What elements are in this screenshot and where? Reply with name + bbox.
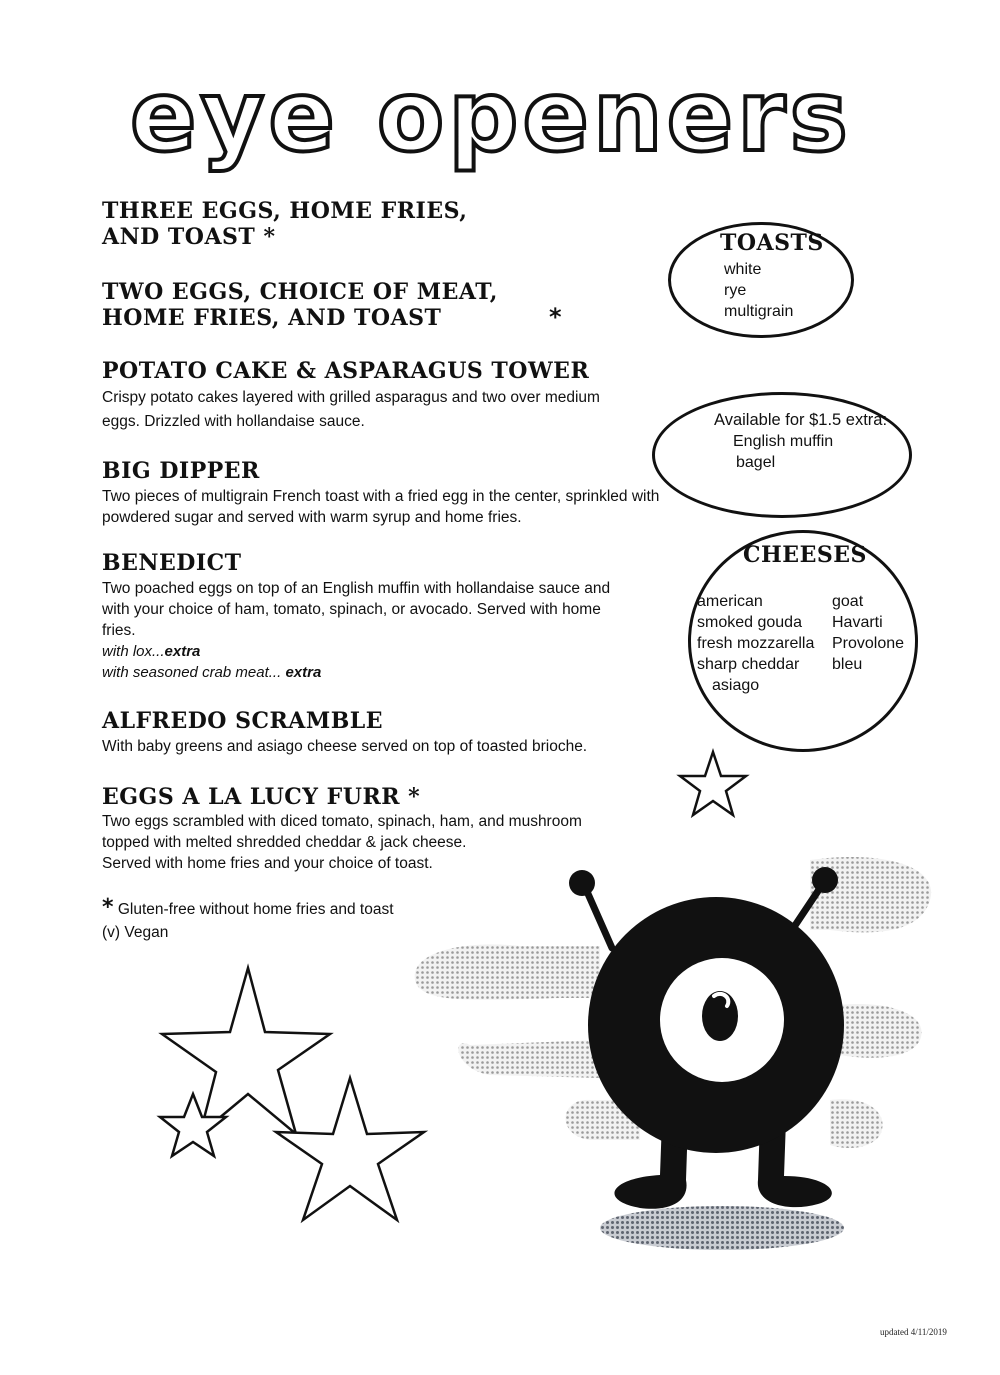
cheese-option: goat bbox=[832, 593, 864, 610]
cheese-option: sharp cheddar bbox=[697, 656, 800, 673]
item-name-three-eggs: THREE EGGS, HOME FRIES, AND TOAST * bbox=[102, 198, 468, 250]
item-name-lucy-furr: EGGS A LA LUCY FURR * bbox=[102, 784, 421, 810]
alien-mascot-icon bbox=[569, 867, 844, 1209]
toast-option: multigrain bbox=[724, 303, 794, 320]
star-icon bbox=[680, 752, 746, 815]
gluten-free-asterisk: * bbox=[549, 303, 562, 331]
item-desc-alfredo-scramble: With baby greens and asiago cheese served on top of toasted brioche. bbox=[102, 738, 588, 755]
page-title: eye openers bbox=[130, 60, 852, 174]
alien-shadow bbox=[600, 1206, 844, 1250]
item-desc-big-dipper: Two pieces of multigrain French toast with a fried egg in the center, sprinkled with powdered sugar and served with warm syrup and home fries. bbox=[102, 488, 660, 526]
extra-label-lox: with lox... bbox=[102, 643, 165, 660]
cheese-option: Provolone bbox=[832, 635, 905, 652]
cheese-option: smoked gouda bbox=[697, 614, 802, 631]
item-name-two-eggs: TWO EGGS, CHOICE OF MEAT, HOME FRIES, AND TOAST bbox=[102, 279, 498, 331]
item-name-benedict: BENEDICT bbox=[102, 550, 242, 576]
cheese-option: american bbox=[697, 593, 763, 610]
updated-date: updated 4/11/2019 bbox=[880, 1327, 947, 1337]
item-name-alfredo-scramble: ALFREDO SCRAMBLE bbox=[102, 708, 384, 734]
legend-asterisk: * bbox=[102, 895, 114, 920]
extra-price-lox: extra bbox=[164, 643, 201, 660]
toasts-title: TOASTS bbox=[720, 230, 824, 256]
item-name-potato-cake: POTATO CAKE & ASPARAGUS TOWER bbox=[102, 358, 590, 384]
extra-label-crab: with seasoned crab meat... bbox=[102, 664, 286, 681]
extra-price-crab: extra bbox=[285, 664, 322, 681]
cheese-option: asiago bbox=[712, 677, 760, 694]
cheeses-title: CHEESES bbox=[743, 542, 867, 568]
item-desc-lucy-furr: Two eggs scrambled with diced tomato, spinach, ham, and mushroom topped with melted shredded cheddar & jack cheese. Served with home fries and your choice of toast. bbox=[102, 813, 582, 872]
cheese-option: Havarti bbox=[832, 614, 883, 631]
toast-option: rye bbox=[724, 282, 747, 299]
extra-toasts-label: Available for $1.5 extra: bbox=[714, 411, 888, 429]
item-name-big-dipper: BIG DIPPER bbox=[102, 458, 260, 484]
star-icon bbox=[276, 1078, 424, 1220]
toast-option: white bbox=[724, 261, 762, 278]
vegan-legend: (v) Vegan bbox=[102, 924, 169, 941]
extra-toast-option: English muffin bbox=[733, 433, 834, 450]
legend-gluten-text: Gluten-free without home fries and toast bbox=[117, 901, 394, 918]
item-desc-potato-cake: Crispy potato cakes layered with grilled asparagus and two over medium eggs. Drizzled with hollandaise sauce. bbox=[102, 389, 600, 430]
cheese-option: bleu bbox=[832, 656, 863, 673]
cheese-option: fresh mozzarella bbox=[697, 635, 815, 652]
item-desc-benedict: Two poached eggs on top of an English muffin with hollandaise sauce and with your choice of ham, tomato, spinach, or avocado. Served with home fries. bbox=[102, 580, 611, 639]
extra-toast-option: bagel bbox=[736, 454, 776, 471]
